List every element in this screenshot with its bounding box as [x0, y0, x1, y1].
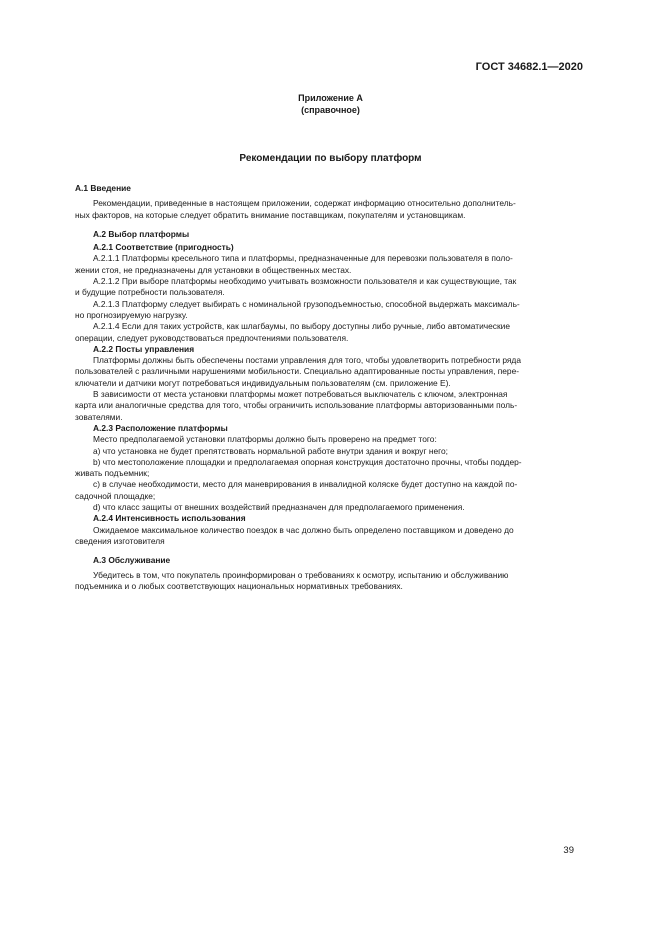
- paragraph-line: Рекомендации, приведенные в настоящем приложении, содержат информацию относительно дополнитель-: [93, 198, 516, 209]
- list-item: d) что класс защиты от внешних воздействий предназначен для предполагаемого применения.: [93, 502, 465, 513]
- paragraph-line: жении стоя, не предназначены для установки в общественных местах.: [75, 264, 352, 275]
- paragraph-line: Ожидаемое максимальное количество поездок в час должно быть определено поставщиком и доведено до: [93, 524, 514, 535]
- list-item-continuation: живать подъемник;: [75, 468, 150, 479]
- paragraph-line: А.2.1.2 При выборе платформы необходимо учитывать возможности пользователя и как существующие, так: [93, 276, 517, 287]
- paragraph-line: подъемника и о любых соответствующих национальных нормативных требованиях.: [75, 580, 403, 591]
- paragraph-line: В зависимости от места установки платформы может потребоваться выключатель с ключом, электронная: [93, 389, 508, 400]
- paragraph-line: Платформы должны быть обеспечены постами управления для того, чтобы удовлетворить потребности ряда: [93, 355, 521, 366]
- section-heading-a2: А.2 Выбор платформы: [93, 228, 190, 239]
- paragraph-line: операции, следует руководствоваться предпочтениями пользователя.: [75, 332, 349, 343]
- paragraph-line: Убедитесь в том, что покупатель проинформирован о требованиях к осмотру, испытанию и обслуживанию: [93, 569, 509, 580]
- document-body: [75, 183, 584, 592]
- paragraph-line: Место предполагаемой установки платформы должно быть проверено на предмет того:: [93, 434, 437, 445]
- list-item: a) что установка не будет препятствовать нормальной работе внутри здания и вокруг него;: [93, 445, 449, 456]
- section-heading-a1: А.1 Введение: [75, 183, 131, 193]
- annex-title: Приложение А: [298, 93, 363, 103]
- paragraph-line: но прогнозируемую нагрузку.: [75, 309, 188, 320]
- annex-heading: [0, 92, 661, 116]
- paragraph-line: карта или аналогичные средства для того, чтобы ограничить использование платформы авторизованными поль-: [75, 400, 518, 411]
- section-heading-a24: А.2.4 Интенсивность использования: [93, 513, 246, 524]
- list-item-continuation: садочной площадке;: [75, 490, 156, 501]
- section-heading-a22: А.2.2 Посты управления: [93, 343, 195, 354]
- paragraph-line: ключатели и датчики могут потребоваться индивидуальным пользователям (см. приложение Е).: [75, 377, 451, 388]
- paragraph-line: ных факторов, на которые следует обратить внимание поставщикам, покупателям и установщикам.: [75, 209, 466, 220]
- paragraph-line: сведения изготовителя: [75, 535, 165, 546]
- annex-status: (справочное): [301, 105, 360, 115]
- list-item: c) в случае необходимости, место для маневрирования в инвалидной коляске будет доступно на каждой по-: [93, 479, 518, 490]
- paragraph-line: А.2.1.1 Платформы кресельного типа и платформы, предназначенные для перевозки пользователя в поло-: [93, 253, 513, 264]
- section-heading-a21: А.2.1 Соответствие (пригодность): [93, 242, 234, 253]
- section-heading-a3: А.3 Обслуживание: [93, 555, 171, 566]
- paragraph-line: зователями.: [75, 411, 123, 422]
- page-number: 39: [563, 845, 574, 856]
- section-heading-a23: А.2.3 Расположение платформы: [93, 422, 228, 433]
- document-title: Рекомендации по выбору платформ: [239, 153, 422, 164]
- standard-number: ГОСТ 34682.1—2020: [475, 61, 583, 73]
- paragraph-line: А.2.1.3 Платформу следует выбирать с номинальной грузоподъемностью, способной выдержать максималь-: [93, 298, 520, 309]
- paragraph-line: пользователей с различными нарушениями мобильности. Специально адаптированные посты управления, пере-: [75, 366, 520, 377]
- list-item: b) что местоположение площадки и предполагаемая опорная конструкция достаточно прочны, чтобы поддер-: [93, 456, 522, 467]
- paragraph-line: А.2.1.4 Если для таких устройств, как шлагбаумы, по выбору доступны либо ручные, либо автоматические: [93, 321, 510, 332]
- paragraph-line: и будущие потребности пользователя.: [75, 287, 225, 298]
